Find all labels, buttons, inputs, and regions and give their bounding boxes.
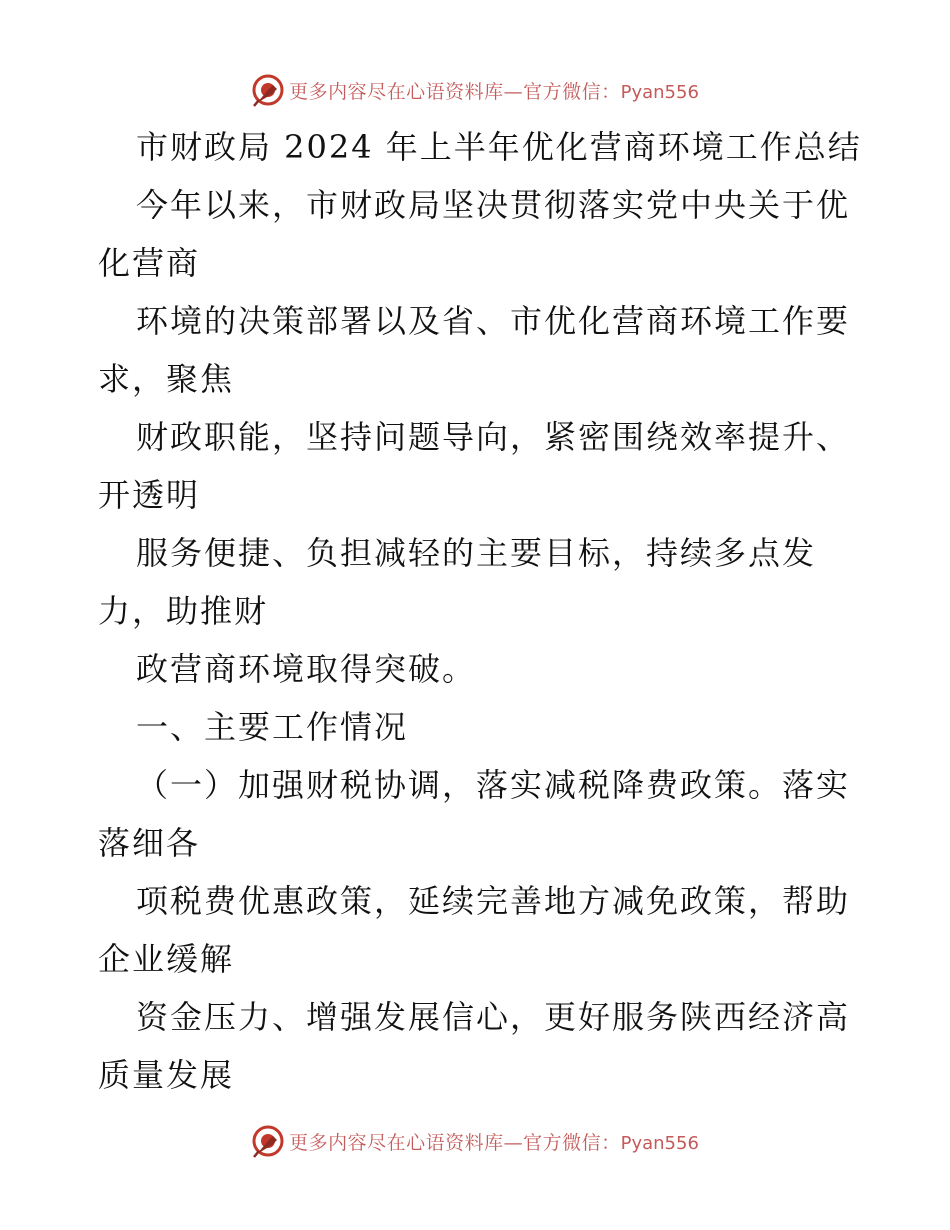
document-body [98,118,862,1104]
paragraph-line: 项税费优惠政策，延续完善地方减免政策，帮助 [136,882,851,920]
paragraph-line: 力，助推财 [98,592,269,630]
banner-slogan: 更多内容尽在心语资料库—官方微信： [289,1131,621,1154]
banner-wechat-id: Pyan556 [620,1132,699,1154]
paragraph-line: 今年以来，市财政局坚决贯彻落实党中央关于优 [136,186,851,224]
paragraph-line: 环境的决策部署以及省、市优化营商环境工作要 [136,302,851,340]
paragraph-line: 开透明 [98,476,201,514]
section-heading: 一、主要工作情况 [136,708,409,746]
banner-slogan: 更多内容尽在心语资料库—官方微信： [289,80,621,103]
banner-text [289,77,699,104]
paragraph-line: 求，聚焦 [98,360,235,398]
paragraph-line: 质量发展 [98,1056,235,1094]
document-title: 市财政局 2024 年上半年优化营商环境工作总结 [136,128,862,166]
header-banner [0,72,950,108]
banner-text [289,1128,699,1155]
paragraph-line: 政营商环境取得突破。 [136,650,477,688]
paragraph-line: 化营商 [98,244,201,282]
paragraph-line: 资金压力、增强发展信心，更好服务陕西经济高 [136,998,851,1036]
paragraph-line: 服务便捷、负担减轻的主要目标，持续多点发 [136,534,817,572]
banner-wechat-id: Pyan556 [620,81,699,103]
subsection-heading: （一）加强财税协调，落实减税降费政策。落实 [136,766,851,804]
paragraph-line: 企业缓解 [98,940,235,978]
paragraph-line: 落细各 [98,824,201,862]
footer-banner [0,1123,950,1159]
pen-nib-logo-icon [251,1124,285,1158]
paragraph-line: 财政职能，坚持问题导向，紧密围绕效率提升、 [136,418,851,456]
pen-nib-logo-icon [251,73,285,107]
